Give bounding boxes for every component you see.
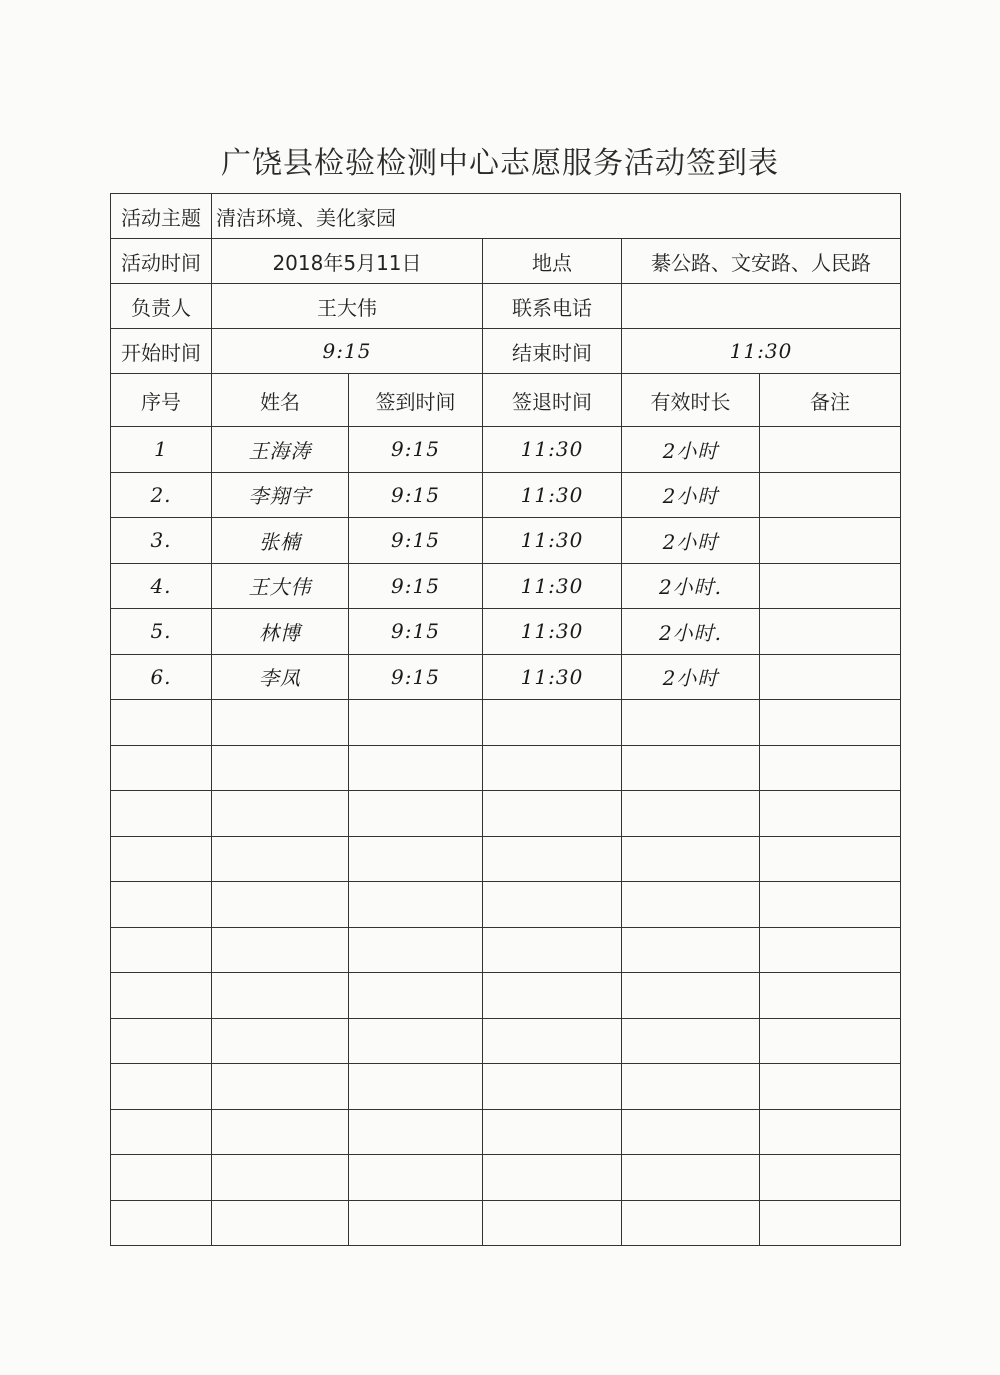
phone-label: 联系电话 <box>483 284 622 329</box>
effective-duration: 2小时 <box>622 518 760 564</box>
note-cell <box>760 609 901 655</box>
row-number: 1 <box>111 427 212 473</box>
row-number: 5. <box>111 609 212 655</box>
row-number <box>111 1200 212 1246</box>
table-row <box>111 609 901 655</box>
sign-out-time <box>483 791 622 837</box>
sign-in-time <box>349 700 483 746</box>
col-header-name: 姓名 <box>212 374 349 427</box>
time-row <box>111 239 901 284</box>
note-cell <box>760 1109 901 1155</box>
table-row <box>111 1064 901 1110</box>
col-header-duration: 有效时长 <box>622 374 760 427</box>
sign-in-time: 9:15 <box>349 563 483 609</box>
table-row <box>111 927 901 973</box>
sign-out-time <box>483 882 622 928</box>
row-number <box>111 700 212 746</box>
start-value: 9:15 <box>212 329 483 374</box>
leader-row <box>111 284 901 329</box>
row-number <box>111 1155 212 1201</box>
signature-name <box>212 745 349 791</box>
signature-name <box>212 1200 349 1246</box>
table-row <box>111 1018 901 1064</box>
effective-duration <box>622 882 760 928</box>
row-number: 4. <box>111 563 212 609</box>
note-cell <box>760 472 901 518</box>
table-row <box>111 427 901 473</box>
sign-out-time <box>483 700 622 746</box>
column-header-row <box>111 374 901 427</box>
table-row <box>111 973 901 1019</box>
row-number <box>111 973 212 1019</box>
signature-name: 李翔宇 <box>212 472 349 518</box>
row-number <box>111 1018 212 1064</box>
row-number <box>111 745 212 791</box>
signature-name: 王大伟 <box>212 563 349 609</box>
signature-name <box>212 1155 349 1201</box>
signature-name <box>212 791 349 837</box>
sign-in-time <box>349 836 483 882</box>
signature-name <box>212 1064 349 1110</box>
row-number <box>111 1064 212 1110</box>
effective-duration <box>622 927 760 973</box>
sign-out-time <box>483 1018 622 1064</box>
signature-name <box>212 1109 349 1155</box>
sign-in-time: 9:15 <box>349 472 483 518</box>
sign-in-time: 9:15 <box>349 427 483 473</box>
effective-duration <box>622 1200 760 1246</box>
signature-name <box>212 882 349 928</box>
effective-duration <box>622 1109 760 1155</box>
sign-in-time <box>349 791 483 837</box>
sign-out-time: 11:30 <box>483 518 622 564</box>
note-cell <box>760 1200 901 1246</box>
table-row <box>111 700 901 746</box>
note-cell <box>760 654 901 700</box>
signature-name: 李凤 <box>212 654 349 700</box>
table-row <box>111 563 901 609</box>
effective-duration: 2小时. <box>622 563 760 609</box>
effective-duration <box>622 973 760 1019</box>
start-label: 开始时间 <box>111 329 212 374</box>
table-row <box>111 1155 901 1201</box>
signature-name: 王海涛 <box>212 427 349 473</box>
effective-duration <box>622 1064 760 1110</box>
table-row <box>111 1109 901 1155</box>
sign-out-time: 11:30 <box>483 609 622 655</box>
effective-duration <box>622 1155 760 1201</box>
col-header-no: 序号 <box>111 374 212 427</box>
effective-duration <box>622 791 760 837</box>
row-number <box>111 791 212 837</box>
sign-out-time <box>483 927 622 973</box>
note-cell <box>760 700 901 746</box>
table-row <box>111 1200 901 1246</box>
sign-in-time <box>349 1018 483 1064</box>
sign-out-time <box>483 1109 622 1155</box>
sign-out-time <box>483 836 622 882</box>
effective-duration: 2小时 <box>622 654 760 700</box>
note-cell <box>760 563 901 609</box>
sign-out-time: 11:30 <box>483 472 622 518</box>
col-header-sign-in: 签到时间 <box>349 374 483 427</box>
table-row <box>111 654 901 700</box>
sign-in-time <box>349 927 483 973</box>
row-number <box>111 836 212 882</box>
row-number: 3. <box>111 518 212 564</box>
signature-name: 张楠 <box>212 518 349 564</box>
effective-duration: 2小时 <box>622 472 760 518</box>
sign-out-time <box>483 1155 622 1201</box>
sign-in-table <box>110 193 901 1246</box>
sign-out-time: 11:30 <box>483 654 622 700</box>
end-value: 11:30 <box>622 329 901 374</box>
note-cell <box>760 745 901 791</box>
table-row <box>111 745 901 791</box>
note-cell <box>760 973 901 1019</box>
note-cell <box>760 836 901 882</box>
signature-name <box>212 700 349 746</box>
note-cell <box>760 518 901 564</box>
sign-out-time: 11:30 <box>483 563 622 609</box>
effective-duration <box>622 836 760 882</box>
sign-in-time <box>349 1155 483 1201</box>
row-number <box>111 927 212 973</box>
sign-out-time <box>483 1064 622 1110</box>
sign-out-time <box>483 973 622 1019</box>
row-number: 6. <box>111 654 212 700</box>
col-header-sign-out: 签退时间 <box>483 374 622 427</box>
row-number <box>111 882 212 928</box>
effective-duration: 2小时. <box>622 609 760 655</box>
place-label: 地点 <box>483 239 622 284</box>
sign-out-time: 11:30 <box>483 427 622 473</box>
note-cell <box>760 1064 901 1110</box>
signature-name <box>212 927 349 973</box>
effective-duration <box>622 1018 760 1064</box>
end-label: 结束时间 <box>483 329 622 374</box>
leader-label: 负责人 <box>111 284 212 329</box>
sign-in-time <box>349 1109 483 1155</box>
sign-in-time: 9:15 <box>349 609 483 655</box>
start-end-row <box>111 329 901 374</box>
sign-in-time: 9:15 <box>349 518 483 564</box>
table-row <box>111 472 901 518</box>
sign-in-time: 9:15 <box>349 654 483 700</box>
signature-name <box>212 1018 349 1064</box>
sign-in-time <box>349 745 483 791</box>
signature-name <box>212 836 349 882</box>
note-cell <box>760 927 901 973</box>
sign-in-time <box>349 1200 483 1246</box>
leader-value: 王大伟 <box>212 284 483 329</box>
effective-duration <box>622 745 760 791</box>
page-title: 广饶县检验检测中心志愿服务活动签到表 <box>221 146 779 181</box>
note-cell <box>760 882 901 928</box>
theme-value: 清洁环境、美化家园 <box>212 194 901 239</box>
sign-in-time <box>349 1064 483 1110</box>
effective-duration <box>622 700 760 746</box>
sign-in-time <box>349 882 483 928</box>
table-row <box>111 518 901 564</box>
theme-label: 活动主题 <box>111 194 212 239</box>
effective-duration: 2小时 <box>622 427 760 473</box>
note-cell <box>760 1018 901 1064</box>
sign-out-time <box>483 1200 622 1246</box>
note-cell <box>760 791 901 837</box>
row-number <box>111 1109 212 1155</box>
table-row <box>111 791 901 837</box>
time-label: 活动时间 <box>111 239 212 284</box>
sign-out-time <box>483 745 622 791</box>
col-header-note: 备注 <box>760 374 901 427</box>
time-value: 2018年5月11日 <box>212 239 483 284</box>
place-value: 綦公路、文安路、人民路 <box>622 239 901 284</box>
signature-name <box>212 973 349 1019</box>
table-row <box>111 836 901 882</box>
sign-in-time <box>349 973 483 1019</box>
row-number: 2. <box>111 472 212 518</box>
note-cell <box>760 1155 901 1201</box>
theme-row <box>111 194 901 239</box>
table-row <box>111 882 901 928</box>
phone-value <box>622 284 901 329</box>
signature-name: 林博 <box>212 609 349 655</box>
note-cell <box>760 427 901 473</box>
